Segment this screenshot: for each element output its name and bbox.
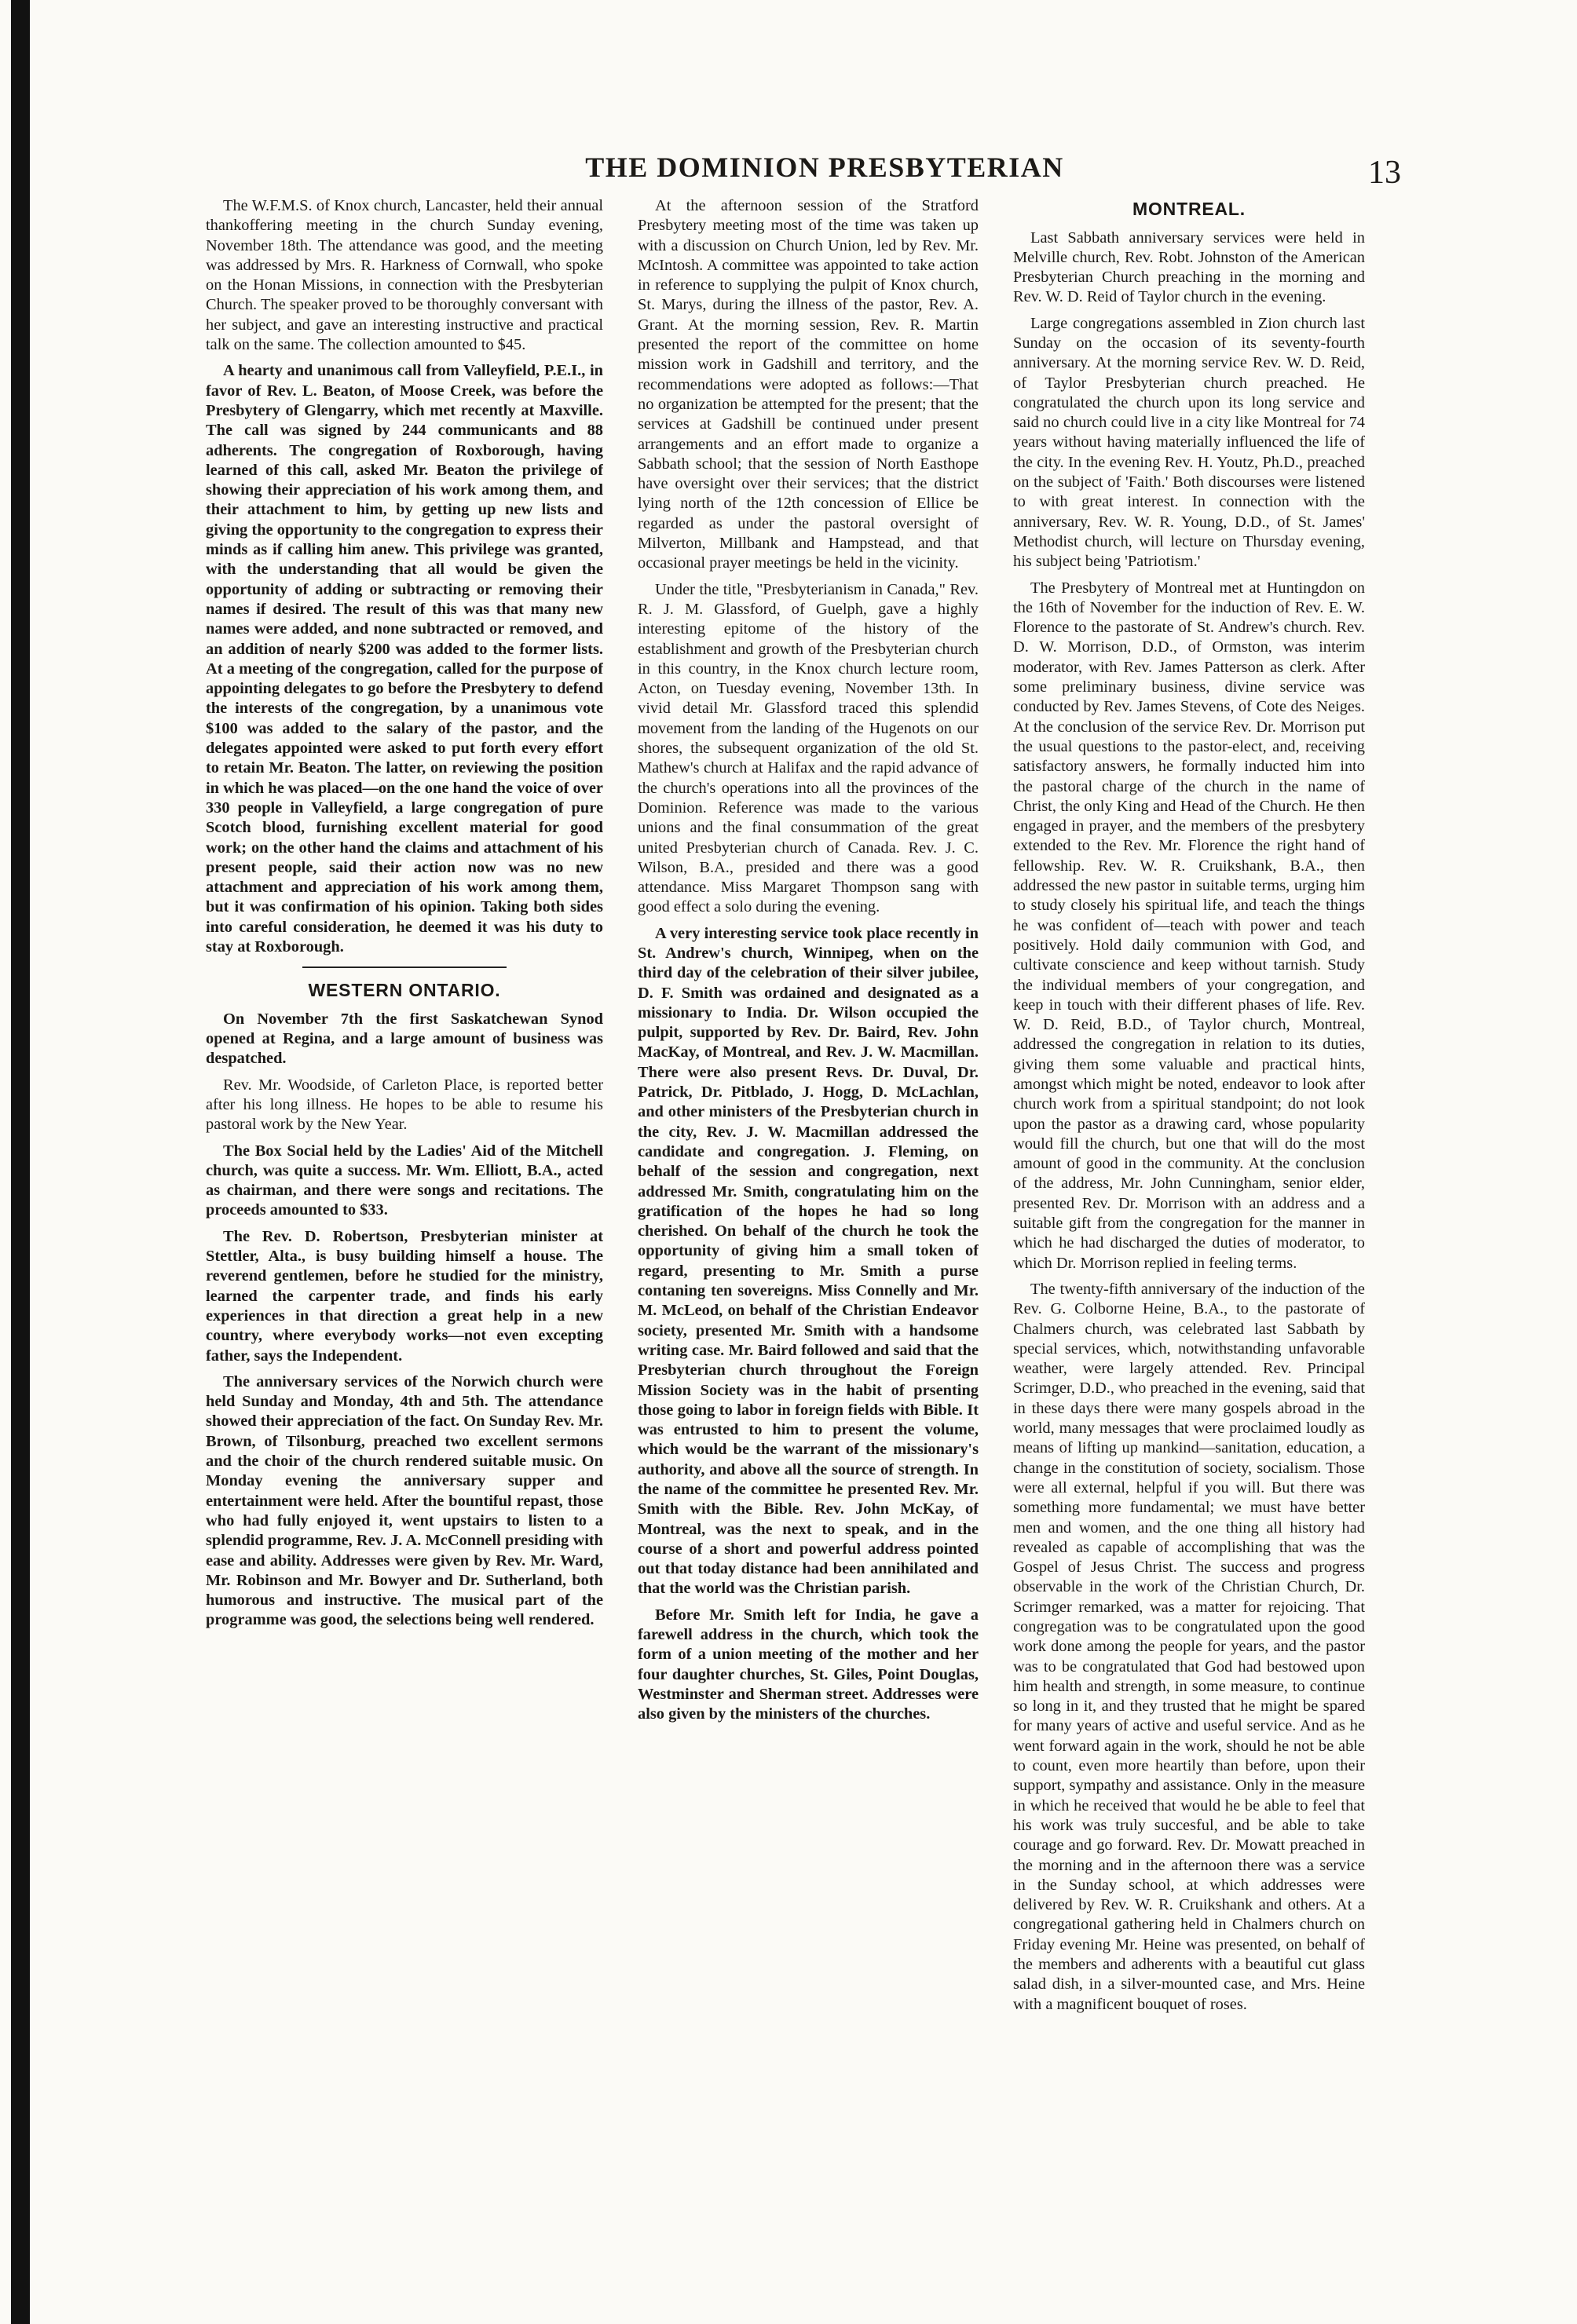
section-heading: MONTREAL. — [1132, 199, 1246, 219]
article-paragraph: The Box Social held by the Ladies' Aid of the Mitchell church, was quite a success. Mr. Wm. Elliott, B.A., acted as chairman, and there were songs and recitations. The proceeds amounted to $33. — [206, 1142, 603, 1219]
column-right — [1013, 187, 1365, 2228]
article-paragraph: At the afternoon session of the Stratford Presbytery meeting most of the time was taken up with a discussion on Church Union, led by Rev. Mr. McIntosh. A committee was appointed to take action in reference to supplying the pulpit of Knox church, St. Marys, during the illness of the pastor, Rev. A. Grant. At the morning session, Rev. R. Martin presented the report of the committee on home mission work in Gadshill and territory, and the recommendations were adopted as follows:—That no organization be attempted for the present; that the services at Gadshill be continued under present arrangements and an effort made to organize a Sabbath school; that the session of North Easthope have oversight over their services; that the district lying north of the 12th concession of Ellice be regarded as under the pastoral oversight of Milverton, Millbank and Hampstead, and that occasional prayer meetings be held in the vicinity. — [638, 197, 979, 572]
article-paragraph: A hearty and unanimous call from Valleyfield, P.E.I., in favor of Rev. L. Beaton, of Moose Creek, was before the Presbytery of Glengarry, which met recently at Maxville. The call was signed by 244 communicants and 88 adherents. The congregation of Roxborough, having learned of this call, asked Mr. Beaton the privilege of showing their appreciation of his work among them, and their attachment to him, by getting up new lists and giving the opportunity to the congregation to express their minds as if calling him anew. This privilege was granted, with the understanding that all would be given the opportunity of adding or subtracting or removing their names if desired. The result of this was that many new names were added, and none subtracted or removed, and an addition of nearly $200 was added to the former lists. At a meeting of the congregation, called for the purpose of appointing delegates to go before the Presbytery to defend the interests of the congregation, by a unanimous vote $100 was added to the salary of the pastor, and the delegates appointed were asked to put forth every effort to retain Mr. Beaton. The latter, on reviewing the position in which he was placed—on the one hand the voice of over 330 people in Valleyfield, a large congregation of pure Scotch blood, furnishing excellent material for good work; on the other hand the claims and attachment of his present people, said their action now was no new attachment and appreciation of his work among them, but it was confirmation of his opinion. Taking both sides into careful consideration, he deemed it was his duty to stay at Roxborough. — [206, 362, 603, 956]
article-paragraph: Large congregations assembled in Zion church last Sunday on the occasion of its seventy-fourth anniversary. At the morning service Rev. W. D. Reid, of Taylor Presbyterian church preached. He congratulated the church upon its long service and said no church could live in a city like Montreal for 74 years without having materially influenced the life of the city. In the evening Rev. H. Youtz, Ph.D., preached on the subject of 'Faith.' Both discourses were listened to with great interest. In connection with the anniversary, Rev. W. R. Young, D.D., of St. James' Methodist church, will lecture on Thursday evening, his subject being 'Patriotism.' — [1013, 314, 1365, 571]
article-paragraph: Last Sabbath anniversary services were held in Melville church, Rev. Robt. Johnston of the American Presbyterian Church preaching in the morning and Rev. W. D. Reid of Taylor church in the evening. — [1013, 228, 1365, 306]
article-paragraph: Rev. Mr. Woodside, of Carleton Place, is reported better after his long illness. He hopes to be able to resume his pastoral work by the New Year. — [206, 1076, 603, 1134]
article-paragraph: Before Mr. Smith left for India, he gave a farewell address in the church, which took the form of a union meeting of the mother and her four daughter churches, St. Giles, Point Douglas, Westminster and Sherman street. Addresses were also given by the ministers of the churches. — [638, 1606, 979, 1723]
article-paragraph: The Rev. D. Robertson, Presbyterian minister at Stettler, Alta., is busy building himself a house. The reverend gentlemen, before he studied for the ministry, learned the carpenter trade, and finds his early experiences in that direction a great help in a new country, where everybody works—not even excepting father, says the Independent. — [206, 1227, 603, 1365]
article-paragraph: Under the title, "Presbyterianism in Canada," Rev. R. J. M. Glassford, of Guelph, gave a highly interesting epitome of the history of the establishment and growth of the Presbyterian church in this country, in the Knox church lecture room, Acton, on Tuesday evening, November 13th. In vivid detail Mr. Glassford traced this splendid movement from the landing of the Hugenots on our shores, the subsequent organization of the old St. Mathew's church at Halifax and the rapid advance of the church's operations into all the provinces of the Dominion. Reference was made to the various unions and the final consummation of the great united Presbyterian church of Canada. Rev. J. C. Wilson, B.A., presided and there was a good attendance. Miss Margaret Thompson sang with good effect a solo during the evening. — [638, 580, 979, 916]
column-left — [206, 187, 603, 2228]
page-header-title: THE DOMINION PRESBYTERIAN — [585, 152, 1064, 183]
article-paragraph: The anniversary services of the Norwich church were held Sunday and Monday, 4th and 5th. The attendance showed their appreciation of the fact. On Sunday Rev. Mr. Brown, of Tilsonburg, preached two excellent sermons and the choir of the church rendered suitable music. On Monday evening the anniversary supper and entertainment were held. After the bountiful repast, those who had fully enjoyed it, went upstairs to listen to a splendid programme, Rev. J. A. McConnell presiding with ease and ability. Addresses were given by Rev. Mr. Ward, Mr. Robinson and Mr. Bowyer and Dr. Sutherland, both humorous and instructive. The musical part of the programme was good, the selections being well rendered. — [206, 1372, 603, 1629]
article-paragraph: On November 7th the first Saskatchewan Synod opened at Regina, and a large amount of business was despatched. — [206, 1010, 603, 1068]
section-heading: WESTERN ONTARIO. — [308, 980, 501, 1001]
page-number: 13 — [1368, 155, 1401, 191]
article-paragraph: The Presbytery of Montreal met at Huntingdon on the 16th of November for the induction of Rev. E. W. Florence to the pastorate of St. Andrew's church. Rev. D. W. Morrison, D.D., of Ormston, was interim moderator, with Rev. James Patterson as clerk. After some preliminary business, divine service was conducted by Rev. James Stevens, of Cote des Neiges. At the conclusion of the service Rev. Dr. Morrison put the usual questions to the pastor-elect, and, receiving satisfactory answers, he formally inducted him into the pastoral charge of the church in the name of Christ, the only King and Head of the Church. He then engaged in prayer, and the members of the presbytery extended to the Rev. Mr. Florence the right hand of fellowship. Rev. W. R. Cruikshank, B.A., then addressed the new pastor in suitable terms, urging him to study closely his spiritual life, and teach the things he was confident of—teach with power and teach positively. Hold daily communion with God, and cultivate conscience and keep without tarnish. Study the individual members of your congregation, and keep in touch with their different phases of life. Rev. W. D. Reid, B.D., of Taylor church, Montreal, addressed the congregation in relation to its duties, giving them some valuable and practical hints, amongst which might be noted, endeavor to look after church work from a spiritual standpoint; do not look upon the pastor as a drawing card, whose popularity would fill the church, but one that will do the most amount of good in the community. At the conclusion of the address, Mr. John Cunningham, senior elder, presented Rev. Dr. Morrison with an address and a suitable gift from the congregation for the manner in which he had discharged the duties of moderator, to which Dr. Morrison replied in feeling terms. — [1013, 579, 1365, 1272]
page-binding-edge — [11, 0, 30, 2324]
column-middle — [638, 187, 979, 2228]
article-paragraph: The W.F.M.S. of Knox church, Lancaster, held their annual thankoffering meeting in the church Sunday evening, November 18th. The attendance was good, and the meeting was addressed by Mrs. R. Harkness of Cornwall, who spoke on the Honan Missions, in connection with the Presbyterian Church. The speaker proved to be thoroughly conversant with her subject, and gave an interesting instructive and practical talk on the same. The collection amounted to $45. — [206, 197, 603, 354]
article-paragraph: The twenty-fifth anniversary of the induction of the Rev. G. Colborne Heine, B.A., to the pastorate of Chalmers church, was celebrated last Sabbath by special services, which, notwithstanding unfavorable weather, were largely attended. Rev. Principal Scrimger, D.D., who preached in the evening, said that in these days there were many gospels abroad in the world, many messages that were proclaimed loudly as means of lifting up mankind—sanitation, education, a change in the constitution of society, socialism. Those were all external, helpful if you will. But there was something more fundamental; we must have better men and women, and the one thing all history had revealed as capable of accomplishing that was the Gospel of Jesus Christ. The success and progress observable in the work of the Christian Church, Dr. Scrimger remarked, was a matter for rejoicing. That congregation was to be congratulated upon the good work done among the people for years, and the pastor was to be congratulated that God had bestowed upon him health and strength, in some measure, to continue so long in it, and they trusted that he might be spared for many years of active and useful service. And as he went forward again in the work, should he not be able to count, even more heartily than before, upon their support, sympathy and assistance. Only in the measure in which he received that would he be able to feel that his work was truly succesful, and be able to take courage and go forward. Rev. Dr. Mowatt preached in the morning and in the afternoon there was a service in the Sunday school, at which addresses were delivered by Rev. W. R. Cruikshank and others. At a congregational gathering held in Chalmers church on Friday evening Mr. Heine was presented, on behalf of the members and adherents with a beautiful cut glass salad dish, in a silver-mounted case, and Mrs. Heine with a magnificent bouquet of roses. — [1013, 1280, 1365, 2013]
article-paragraph: A very interesting service took place recently in St. Andrew's church, Winnipeg, when on the third day of the celebration of their silver jubilee, D. F. Smith was ordained and designated as a missionary to India. Dr. Wilson occupied the pulpit, supported by Rev. Dr. Baird, Rev. John MacKay, of Montreal, and Rev. J. W. Macmillan. There were also present Revs. Dr. Duval, Dr. Patrick, Dr. Pitblado, J. Hogg, D. McLachlan, and other ministers of the Presbyterian church in the city, Rev. J. W. Macmillan addressed the candidate and congregation. J. Fleming, on behalf of the session and congregation, next addressed Mr. Smith, congratulating him on the gratification of the hopes he had so long cherished. On behalf of the church he took the opportunity of giving him a small token of regard, presenting to Mr. Smith a purse contaning ten sovereigns. Miss Connelly and Mr. M. McLeod, on behalf of the Christian Endeavor society, presented Mr. Smith with a handsome writing case. Mr. Baird followed and said that the Presbyterian church throughout the Foreign Mission Society was in the habit of prsenting those going to labor in foreign fields with Bible. It was entrusted to him to present the volume, which would be the warrant of the missionary's authority, and above all the source of strength. In the name of the committee he presented Rev. Mr. Smith with the Bible. Rev. John McKay, of Montreal, was the next to speak, and in the course of a short and powerful address pointed out that today distance had been annihilated and that the world was the Christian parish. — [638, 924, 979, 1598]
section-divider — [302, 967, 507, 968]
